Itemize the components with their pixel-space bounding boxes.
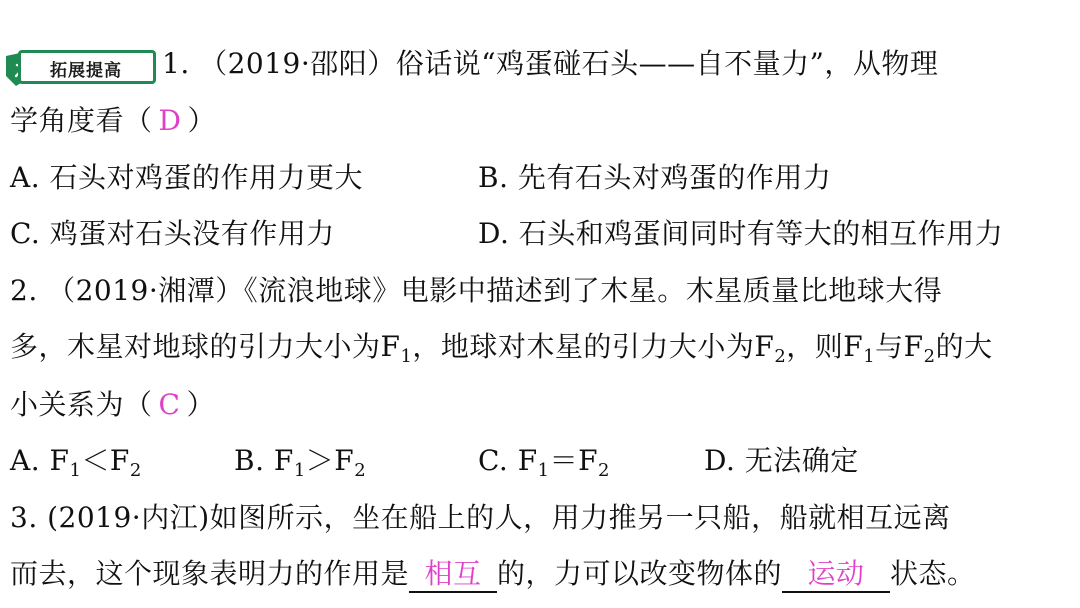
q2-option-c: C. $F_1=F_2$ (478, 444, 610, 481)
q2-answer: C (158, 388, 181, 421)
q2-stem-line3: 小关系为（ C ） (10, 388, 215, 421)
q2-stem-line2: 多，木星对地球的引力大小为$F_1$，地球对木星的引力大小为$F_2$，则$F_1$与$F_2$的大 (10, 330, 993, 367)
q1-stem-line1: 1. （2019·邵阳）俗话说“鸡蛋碰石头——自不量力”，从物理 (162, 47, 939, 80)
q2-stem-line1: 2. （2019·湘潭）《流浪地球》电影中描述到了木星。木星质量比地球大得 (10, 274, 943, 307)
q1-stem-line2: 学角度看（ D ） (10, 104, 216, 137)
q3-answer-2: 运动 (807, 557, 865, 590)
q3-blank-2 (782, 557, 890, 593)
q1-option-a: A. 石头对鸡蛋的作用力更大 (10, 161, 364, 194)
q2-option-a: A. $F_1<F_2$ (10, 444, 142, 481)
q1-option-d: D. 石头和鸡蛋间同时有等大的相互作用力 (478, 217, 1004, 250)
q3-answer-1: 相互 (424, 557, 482, 590)
q1-answer: D (158, 104, 182, 137)
q2-option-d: D. 无法确定 (704, 444, 859, 477)
extension-badge (4, 46, 158, 90)
q3-stem-line1: 3. (2019·内江)如图所示，坐在船上的人，用力推另一只船，船就相互远离 (10, 501, 951, 534)
q3-stem-line2: 而去，这个现象表明力的作用是 相互 的，力可以改变物体的 运动 状态。 (10, 554, 976, 594)
badge-label: 拓展提高 (50, 61, 122, 81)
q2-option-b: B. $F_1>F_2$ (234, 444, 367, 481)
q1-option-b: B. 先有石头对鸡蛋的作用力 (478, 161, 832, 194)
q3-blank-1 (409, 557, 497, 593)
q1-option-c: C. 鸡蛋对石头没有作用力 (10, 217, 335, 250)
